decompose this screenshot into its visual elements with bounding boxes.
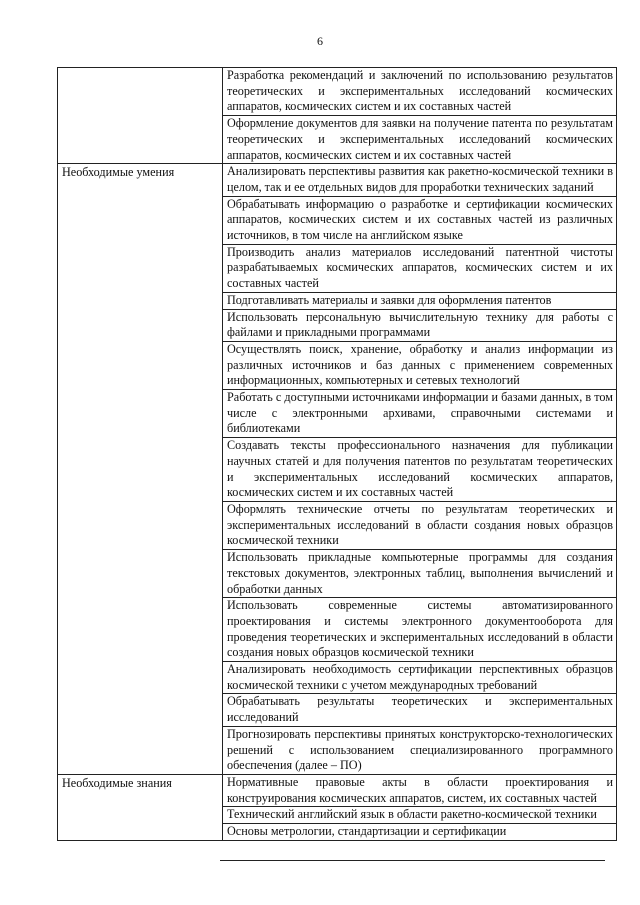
row-items [223, 164, 617, 775]
qualification-table [57, 67, 617, 841]
list-item: Оформлять технические отчеты по результатам теоретических и экспериментальных исследований в области создания новых образцов космической техники [223, 502, 616, 550]
list-item: Разработка рекомендаций и заключений по использованию результатов теоретических и экспериментальных исследований космических аппаратов, космических систем и их составных частей [223, 68, 616, 116]
list-item: Использовать персональную вычислительную технику для работы с файлами и прикладными программами [223, 310, 616, 342]
list-item: Прогнозировать перспективы принятых конструкторско-технологических решений с использованием специализированного программного обеспечения (далее – ПО) [227, 726, 613, 773]
list-item: Производить анализ материалов исследований патентной чистоты разрабатываемых космических аппаратов, космических систем и их составных частей [223, 245, 616, 293]
list-item: Основы метрологии, стандартизации и сертификации [227, 824, 507, 839]
list-item: Нормативные правовые акты в области проектирования и конструирования космических аппаратов, систем, их составных частей [223, 775, 616, 807]
table-row [58, 164, 617, 775]
bottom-rule [220, 860, 605, 861]
list-item: Обрабатывать результаты теоретических и экспериментальных исследований [223, 694, 616, 726]
row-items [223, 68, 617, 164]
list-item: Анализировать необходимость сертификации перспективных образцов космической техники с учетом международных требований [223, 662, 616, 694]
list-item: Использовать современные системы автоматизированного проектирования и системы электронного документооборота для проведения теоретических и экспериментальных исследований в области создания новых образцов космической техники [223, 598, 616, 662]
row-items [223, 774, 617, 840]
row-label [58, 68, 223, 164]
list-item: Технический английский язык в области ракетно-космической техники [223, 807, 616, 824]
row-label: Необходимые умения [58, 164, 223, 775]
table-row [58, 68, 617, 164]
list-item: Использовать прикладные компьютерные программы для создания текстовых документов, электронных таблиц, выполнения вычислений и обработки данных [223, 550, 616, 598]
list-item: Оформление документов для заявки на получение патента по результатам теоретических и экспериментальных исследований космических аппаратов, космических систем и их составных частей [227, 116, 613, 162]
list-item: Обрабатывать информацию о разработке и сертификации космических аппаратов, космических систем и их составных частей из различных источников, в том числе на английском языке [223, 197, 616, 245]
list-item: Подготавливать материалы и заявки для оформления патентов [223, 293, 616, 310]
list-item: Анализировать перспективы развития как ракетно-космической техники в целом, так и ее отдельных видов для проработки технических заданий [223, 164, 616, 196]
table-row [58, 774, 617, 840]
list-item: Осуществлять поиск, хранение, обработку и анализ информации из различных источников и баз данных с применением современных информационных, компьютерных и сетевых технологий [223, 342, 616, 390]
page-number: 6 [317, 34, 323, 48]
list-item: Создавать тексты профессионального назначения для публикации научных статей и для получения патентов по результатам теоретических и экспериментальных исследований космических аппаратов, космических систем и их составных частей [223, 438, 616, 502]
row-label: Необходимые знания [58, 774, 223, 840]
list-item: Работать с доступными источниками информации и базами данных, в том числе с электронными архивами, справочными системами и библиотеками [223, 390, 616, 438]
